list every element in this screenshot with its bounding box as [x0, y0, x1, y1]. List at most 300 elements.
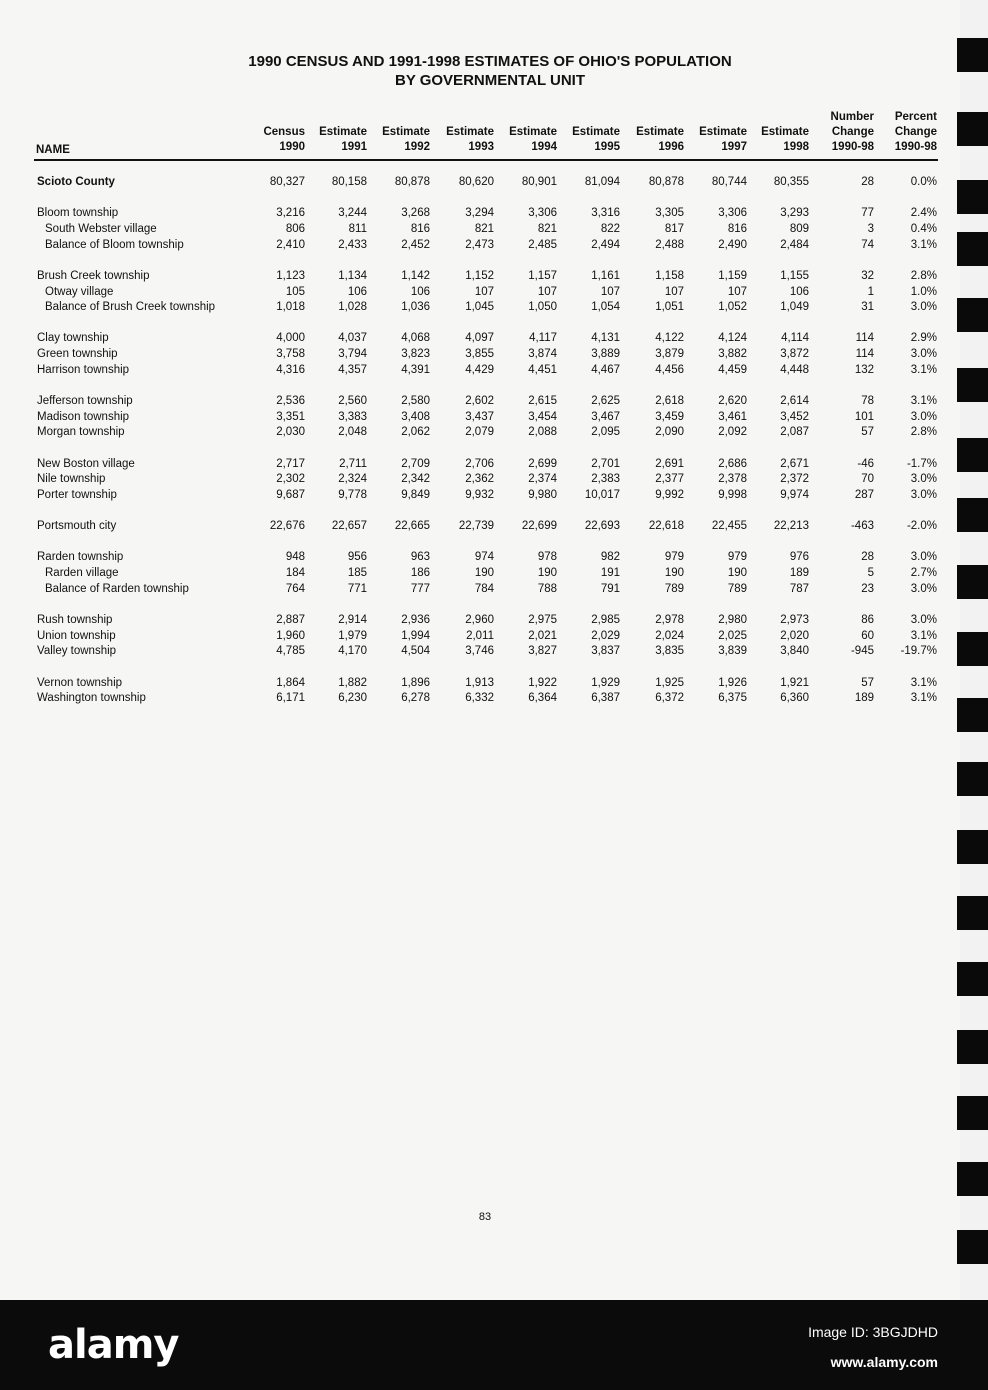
row-value-0: 2,302 [276, 473, 305, 486]
binder-tab [957, 962, 988, 996]
row-value-7: 80,744 [711, 176, 747, 188]
row-value-8: 6,360 [780, 692, 809, 705]
row-value-5: 4,467 [591, 363, 620, 376]
row-value-2: 4,391 [401, 363, 430, 376]
row-value-4: 107 [537, 285, 557, 298]
column-header-line1: Estimate [699, 126, 747, 138]
row-value-6: 9,992 [655, 489, 684, 501]
row-value-6: 22,618 [648, 520, 684, 533]
row-value-7: 1,159 [718, 269, 747, 282]
column-header-9 [804, 110, 874, 155]
row-value-8: 2,614 [780, 395, 809, 407]
row-name: Rarden township [37, 551, 124, 564]
row-value-7: 6,375 [718, 692, 747, 705]
row-value-1: 2,324 [338, 473, 367, 486]
row-name: Porter township [37, 489, 117, 501]
row-value-5: 2,029 [591, 629, 620, 642]
row-value-8: 1,921 [780, 676, 809, 689]
binder-tab [957, 498, 988, 532]
row-value-3: 190 [474, 567, 494, 580]
row-name: Balance of Rarden township [45, 582, 189, 595]
row-value-2: 4,068 [401, 332, 430, 345]
row-value-3: 2,602 [465, 395, 494, 407]
table-row [0, 206, 960, 221]
row-value-2: 2,062 [401, 426, 430, 439]
row-value-4: 6,364 [528, 692, 557, 705]
row-value-9: 5 [867, 567, 874, 580]
row-name: South Webster village [45, 222, 157, 235]
row-value-5: 2,625 [591, 395, 620, 407]
table-row [0, 582, 960, 597]
watermark-logo: alamy [48, 1322, 179, 1368]
row-value-8: 9,974 [780, 489, 809, 501]
row-name: New Boston village [37, 457, 135, 470]
row-value-8: 106 [789, 285, 809, 298]
row-value-4: 2,374 [528, 473, 557, 486]
row-value-4: 2,088 [528, 426, 557, 439]
row-value-2: 9,849 [401, 489, 430, 501]
row-value-3: 6,332 [465, 692, 494, 705]
column-header-0 [235, 125, 305, 155]
row-value-4: 3,874 [528, 348, 557, 361]
row-value-2: 4,504 [401, 645, 430, 658]
row-name: Scioto County [37, 176, 115, 188]
row-value-1: 9,778 [338, 489, 367, 501]
row-value-4: 80,901 [521, 176, 557, 188]
row-value-10: 3.0% [910, 614, 937, 626]
row-value-9: 57 [861, 426, 874, 439]
row-value-4: 190 [537, 567, 557, 580]
row-value-9: 3 [867, 222, 874, 235]
row-value-8: 80,355 [773, 176, 809, 188]
row-value-8: 2,087 [780, 426, 809, 439]
row-value-7: 4,459 [718, 363, 747, 376]
row-value-0: 184 [285, 567, 305, 580]
row-value-3: 784 [474, 582, 494, 595]
watermark-image-id [808, 1322, 938, 1342]
row-value-6: 3,459 [655, 410, 684, 423]
table-row [0, 410, 960, 425]
row-value-3: 107 [474, 285, 494, 298]
row-value-5: 2,095 [591, 426, 620, 439]
row-value-4: 1,922 [528, 676, 557, 689]
row-value-7: 2,686 [718, 457, 747, 470]
row-value-7: 2,980 [718, 614, 747, 626]
row-value-1: 2,711 [339, 457, 367, 470]
row-value-3: 22,739 [458, 520, 494, 533]
row-value-6: 2,978 [655, 614, 684, 626]
row-value-7: 3,882 [718, 348, 747, 361]
column-header-line1: Change [831, 126, 874, 138]
row-value-6: 979 [664, 551, 684, 564]
column-header-line1: Estimate [319, 126, 367, 138]
row-value-2: 2,580 [401, 395, 430, 407]
row-value-1: 771 [347, 582, 367, 595]
row-value-7: 3,461 [718, 410, 747, 423]
row-value-3: 2,473 [465, 238, 494, 251]
row-value-6: 1,051 [655, 301, 684, 314]
row-value-0: 22,676 [269, 520, 305, 533]
column-header-line2: 1996 [658, 141, 684, 153]
table-row [0, 285, 960, 300]
binder-tab [957, 762, 988, 796]
row-value-10: 3.0% [910, 348, 937, 361]
column-header-line2: 1993 [468, 141, 494, 153]
row-value-0: 1,864 [276, 676, 305, 689]
row-value-9: 31 [861, 301, 874, 314]
title-line-2: BY GOVERNMENTAL UNIT [394, 72, 585, 89]
row-value-3: 1,045 [465, 301, 494, 314]
row-value-10: 3.0% [910, 489, 937, 501]
row-value-1: 4,037 [338, 332, 367, 345]
row-value-3: 2,011 [466, 629, 494, 642]
binder-tab [957, 565, 988, 599]
table-row [0, 472, 960, 487]
row-value-5: 22,693 [584, 520, 620, 533]
column-header-line1: Change [894, 126, 937, 138]
row-value-4: 4,117 [529, 332, 557, 345]
row-value-2: 816 [410, 222, 430, 235]
table-row [0, 238, 960, 253]
row-value-9: 57 [861, 676, 874, 689]
row-value-8: 22,213 [773, 520, 809, 533]
column-header-line1: Estimate [761, 126, 809, 138]
row-value-4: 821 [537, 222, 557, 235]
row-value-8: 189 [789, 567, 809, 580]
column-header-line2: 1997 [721, 141, 747, 153]
row-value-5: 3,316 [591, 207, 620, 220]
column-header-6 [614, 125, 684, 155]
row-value-7: 2,378 [718, 473, 747, 486]
row-value-1: 22,657 [331, 520, 367, 533]
row-value-9: 28 [861, 551, 874, 564]
row-value-3: 821 [474, 222, 494, 235]
binder-tab [957, 438, 988, 472]
row-value-0: 4,785 [276, 645, 305, 658]
row-value-4: 2,699 [528, 457, 557, 470]
row-value-9: -46 [857, 457, 874, 470]
row-value-7: 2,092 [718, 426, 747, 439]
row-value-6: 2,691 [655, 457, 684, 470]
row-value-2: 2,709 [401, 457, 430, 470]
row-value-9: 60 [861, 629, 874, 642]
table-row [0, 331, 960, 346]
row-value-2: 80,878 [394, 176, 430, 188]
row-value-9: 74 [861, 238, 874, 251]
table-row [0, 613, 960, 628]
row-value-0: 6,171 [276, 692, 305, 705]
table-row [0, 347, 960, 362]
row-name: Nile township [37, 473, 106, 486]
row-value-8: 3,293 [780, 207, 809, 220]
row-value-0: 3,216 [276, 207, 305, 220]
table-row [0, 488, 960, 503]
row-value-3: 3,855 [465, 348, 494, 361]
row-value-5: 982 [600, 551, 620, 564]
row-value-0: 1,123 [276, 269, 305, 282]
row-value-1: 1,028 [338, 301, 367, 314]
row-value-0: 2,536 [276, 395, 305, 407]
column-header-line2: 1998 [783, 141, 809, 153]
row-name: Brush Creek township [37, 269, 150, 282]
row-value-3: 3,294 [465, 207, 494, 220]
binder-tab [957, 1230, 988, 1264]
row-value-7: 1,052 [718, 301, 747, 314]
row-value-3: 4,097 [465, 332, 494, 345]
row-value-9: -463 [850, 520, 874, 533]
row-value-9: 28 [861, 176, 874, 188]
row-value-9: 132 [854, 363, 874, 376]
column-header-4 [487, 125, 557, 155]
column-header-1 [297, 125, 367, 155]
row-value-6: 2,024 [655, 629, 684, 642]
row-value-2: 1,994 [401, 629, 430, 642]
row-value-5: 822 [600, 222, 620, 235]
row-value-6: 6,372 [655, 692, 684, 705]
row-value-7: 979 [727, 551, 747, 564]
row-value-0: 1,960 [276, 629, 305, 642]
row-value-6: 2,618 [655, 395, 684, 407]
binder-tab [957, 298, 988, 332]
row-name: Harrison township [37, 363, 130, 376]
row-value-0: 2,717 [276, 457, 305, 470]
row-value-7: 789 [727, 582, 747, 595]
header-rule [34, 159, 938, 161]
row-value-10: 3.1% [910, 238, 937, 251]
row-value-3: 2,960 [465, 614, 494, 626]
table-row [0, 644, 960, 659]
row-value-4: 9,980 [528, 489, 557, 501]
row-value-0: 4,000 [276, 332, 305, 345]
row-value-10: 2.8% [910, 426, 937, 439]
row-value-4: 3,454 [528, 410, 557, 423]
row-value-6: 3,305 [655, 207, 684, 220]
row-value-8: 2,484 [780, 238, 809, 251]
row-value-1: 3,794 [338, 348, 367, 361]
column-header-line2: 1990-98 [831, 141, 874, 153]
row-value-10: -19.7% [900, 645, 937, 658]
row-value-6: 2,377 [655, 473, 684, 486]
row-value-8: 2,020 [780, 629, 809, 642]
row-value-1: 956 [347, 551, 367, 564]
row-value-2: 3,823 [401, 348, 430, 361]
column-header-5 [550, 125, 620, 155]
row-value-8: 787 [789, 582, 809, 595]
row-value-0: 948 [285, 551, 305, 564]
row-value-10: 3.0% [910, 473, 937, 486]
table-row [0, 691, 960, 706]
row-value-8: 976 [789, 551, 809, 564]
row-value-5: 1,929 [591, 676, 620, 689]
table-row [0, 222, 960, 237]
binder-tab [957, 232, 988, 266]
row-value-5: 3,837 [591, 645, 620, 658]
row-value-4: 3,827 [528, 645, 557, 658]
row-value-8: 4,114 [781, 332, 809, 345]
row-name: Clay township [37, 332, 109, 345]
row-value-1: 4,170 [338, 645, 367, 658]
row-value-4: 978 [537, 551, 557, 564]
table-row [0, 629, 960, 644]
binder-tab [957, 1096, 988, 1130]
row-value-0: 764 [285, 582, 305, 595]
row-value-1: 3,244 [338, 207, 367, 220]
row-value-2: 1,142 [401, 269, 430, 282]
row-value-7: 3,839 [718, 645, 747, 658]
row-value-9: 70 [861, 473, 874, 486]
table-row [0, 269, 960, 284]
row-name: Rush township [37, 614, 113, 626]
row-value-10: 2.9% [910, 332, 937, 345]
binder-tab [957, 112, 988, 146]
row-value-5: 4,131 [591, 332, 620, 345]
table-row [0, 519, 960, 534]
row-value-2: 2,936 [401, 614, 430, 626]
row-value-10: 3.0% [910, 551, 937, 564]
row-value-1: 1,134 [338, 269, 367, 282]
table-row [0, 425, 960, 440]
row-value-1: 6,230 [338, 692, 367, 705]
row-name: Jefferson township [37, 395, 133, 407]
row-value-1: 4,357 [338, 363, 367, 376]
row-value-9: 287 [854, 489, 874, 501]
row-value-1: 1,882 [338, 676, 367, 689]
column-header-line2: 1990-98 [894, 141, 937, 153]
row-value-8: 1,155 [780, 269, 809, 282]
row-value-10: 0.0% [910, 176, 937, 188]
row-value-10: 3.1% [910, 692, 937, 705]
column-header-2 [360, 125, 430, 155]
row-value-3: 1,152 [465, 269, 494, 282]
row-value-3: 3,437 [465, 410, 494, 423]
row-value-10: 2.7% [910, 567, 937, 580]
row-value-4: 788 [537, 582, 557, 595]
row-value-9: 1 [867, 285, 874, 298]
row-value-10: 3.0% [910, 410, 937, 423]
row-value-10: -1.7% [906, 457, 937, 470]
row-value-4: 2,615 [528, 395, 557, 407]
table-row [0, 566, 960, 581]
row-value-10: 3.1% [910, 676, 937, 689]
column-header-3 [424, 125, 494, 155]
row-value-5: 6,387 [591, 692, 620, 705]
column-header-line2: 1991 [341, 141, 367, 153]
row-value-1: 1,979 [338, 629, 367, 642]
row-value-5: 107 [600, 285, 620, 298]
row-value-2: 22,665 [394, 520, 430, 533]
row-value-4: 4,451 [528, 363, 557, 376]
row-value-5: 2,383 [591, 473, 620, 486]
row-value-4: 3,306 [528, 207, 557, 220]
row-value-10: 3.1% [910, 395, 937, 407]
column-header-line0: Percent [894, 111, 937, 123]
row-value-3: 9,932 [465, 489, 494, 501]
row-value-2: 1,036 [401, 301, 430, 314]
row-value-8: 2,671 [780, 457, 809, 470]
row-value-6: 2,488 [655, 238, 684, 251]
row-value-6: 4,456 [655, 363, 684, 376]
row-value-0: 3,758 [276, 348, 305, 361]
row-value-9: 78 [861, 395, 874, 407]
table-row [0, 363, 960, 378]
row-value-7: 816 [727, 222, 747, 235]
row-name: Rarden village [45, 567, 119, 580]
row-value-0: 3,351 [276, 410, 305, 423]
row-name: Bloom township [37, 207, 119, 220]
page-title [0, 52, 980, 90]
row-value-0: 806 [285, 222, 305, 235]
row-name: Otway village [45, 285, 114, 298]
row-value-9: 189 [854, 692, 874, 705]
row-value-7: 22,455 [711, 520, 747, 533]
row-name: Balance of Bloom township [45, 238, 184, 251]
row-value-9: 32 [861, 269, 874, 282]
row-name: Vernon township [37, 676, 123, 689]
row-name: Morgan township [37, 426, 125, 439]
table-row [0, 175, 960, 190]
row-value-7: 3,306 [718, 207, 747, 220]
column-header-line1: Estimate [572, 126, 620, 138]
column-header-line1: Estimate [636, 126, 684, 138]
row-value-1: 2,433 [338, 238, 367, 251]
row-value-1: 2,560 [338, 395, 367, 407]
row-value-0: 4,316 [276, 363, 305, 376]
row-value-10: 3.1% [910, 629, 937, 642]
row-value-0: 9,687 [276, 489, 305, 501]
row-value-9: 101 [854, 410, 874, 423]
row-value-7: 2,490 [718, 238, 747, 251]
row-value-5: 2,985 [591, 614, 620, 626]
column-header-10 [867, 110, 937, 155]
row-value-5: 81,094 [584, 176, 620, 188]
table-row [0, 676, 960, 691]
row-value-7: 2,025 [718, 629, 747, 642]
row-value-1: 185 [347, 567, 367, 580]
binder-tab [957, 1162, 988, 1196]
row-value-7: 190 [727, 567, 747, 580]
table-header [0, 110, 960, 160]
table-row [0, 457, 960, 472]
row-value-8: 809 [789, 222, 809, 235]
row-value-2: 106 [410, 285, 430, 298]
row-value-7: 4,124 [718, 332, 747, 345]
row-name: Portsmouth city [37, 520, 117, 533]
column-header-line1: Estimate [509, 126, 557, 138]
page-number: 83 [478, 1211, 492, 1223]
row-value-9: 86 [861, 614, 874, 626]
row-value-8: 2,372 [780, 473, 809, 486]
row-value-9: -945 [850, 645, 874, 658]
row-value-5: 10,017 [584, 489, 620, 501]
row-value-1: 80,158 [331, 176, 367, 188]
row-value-4: 22,699 [521, 520, 557, 533]
row-value-7: 1,926 [718, 676, 747, 689]
column-header-line2: 1990 [279, 141, 305, 153]
column-header-line1: Census [263, 126, 305, 138]
row-value-0: 80,327 [269, 176, 305, 188]
row-value-1: 811 [348, 222, 367, 235]
row-name: Madison township [37, 410, 130, 423]
row-value-0: 1,018 [276, 301, 305, 314]
name-column-header: NAME [36, 144, 70, 156]
table-row [0, 394, 960, 409]
column-header-7 [677, 125, 747, 155]
title-line-1: 1990 CENSUS AND 1991-1998 ESTIMATES OF OHIO'S POPULATION [248, 53, 732, 70]
row-value-2: 777 [410, 582, 430, 595]
row-value-2: 2,342 [401, 473, 430, 486]
row-name: Valley township [37, 645, 117, 658]
binder-tab [957, 698, 988, 732]
